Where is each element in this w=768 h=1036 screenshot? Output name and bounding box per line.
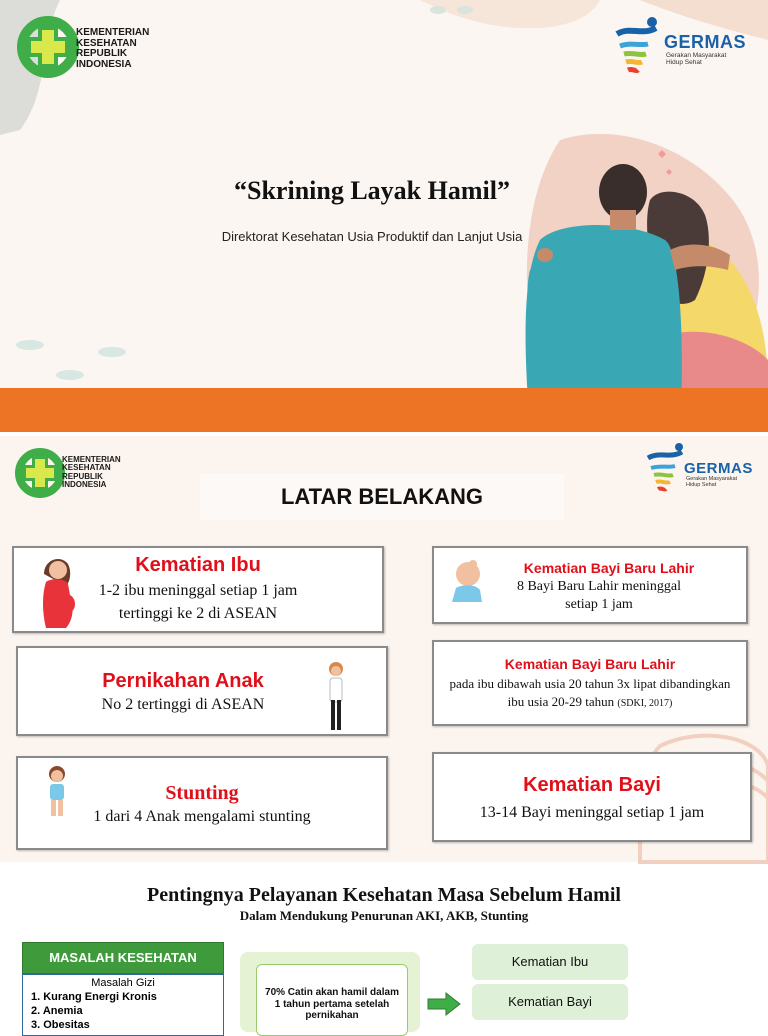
kemenkes-line: INDONESIA: [62, 480, 107, 490]
cover-subtitle: Direktorat Kesehatan Usia Produktif dan Lanjut Usia: [221, 229, 523, 244]
germas-sub-line: Hidup Sehat: [686, 482, 717, 489]
card-line: 1-2 ibu meninggal setiap 1 jam: [98, 582, 298, 599]
card-title: Kematian Bayi Baru Lahir: [523, 560, 695, 576]
kemenkes-line: INDONESIA: [76, 58, 132, 70]
card-line: No 2 tertinggi di ASEAN: [101, 696, 265, 713]
germas-logo: [644, 442, 756, 498]
orange-footer-bar: [0, 388, 768, 432]
masalah-item: 1. Kurang Energi Kronis: [31, 991, 157, 1003]
section-heading: LATAR BELAKANG: [200, 474, 564, 520]
card-kematian-ibu: [12, 546, 384, 633]
kemenkes-line: KEMENTERIAN: [76, 27, 150, 38]
outcome-kematian-bayi: Kematian Bayi: [472, 984, 628, 1020]
card-line: 13-14 Bayi meninggal setiap 1 jam: [479, 804, 705, 821]
kemenkes-logo: [16, 448, 128, 498]
card-line: 8 Bayi Baru Lahir meninggal: [516, 579, 682, 594]
germas-sub-line: Gerakan Masyarakat: [686, 476, 738, 482]
arrow-right-icon: [426, 992, 462, 1016]
card-pernikahan-anak: [16, 646, 388, 736]
masalah-item: 2. Anemia: [31, 1005, 83, 1017]
card-line-text: ibu usia 20-29 tahun: [507, 694, 615, 709]
masalah-item: 3. Obesitas: [31, 1019, 90, 1031]
card-stunting: [16, 756, 388, 850]
germas-sub-line: Gerakan Masyarakat: [666, 52, 727, 59]
teen-girl-icon: [324, 660, 348, 738]
kemenkes-line: REPUBLIK: [76, 48, 128, 59]
germas-sub-line: Hidup Sehat: [666, 59, 702, 67]
germas-wordmark: GERMAS: [664, 32, 747, 52]
card-line: pada ibu dibawah usia 20 tahun 3x lipat dibandingkan: [449, 676, 731, 691]
kemenkes-logo: [18, 16, 158, 78]
card-kematian-bayi: [432, 752, 752, 842]
kemenkes-emblem-icon: [18, 16, 78, 78]
catin-text: 70% Catin akan hamil dalam 1 tahun pertama setelah pernikahan: [265, 987, 399, 1021]
card-line: 1 dari 4 Anak mengalami stunting: [93, 808, 311, 825]
masalah-gizi-label: Masalah Gizi: [91, 977, 155, 989]
slide-title: Pentingnya Pelayanan Kesehatan Masa Sebelum Hamil: [147, 884, 621, 906]
catin-box: [240, 952, 420, 1032]
kemenkes-line: KESEHATAN: [76, 37, 137, 49]
kemenkes-line: KEMENTERIAN: [62, 455, 121, 464]
card-line: [434, 694, 746, 710]
catin-inner: [256, 964, 408, 1036]
card-title: Kematian Bayi Baru Lahir: [504, 656, 676, 672]
germas-figure-icon: [644, 442, 688, 496]
cover-slide: [0, 0, 768, 432]
importance-slide: [0, 866, 768, 1031]
germas-logo: [612, 16, 752, 78]
card-title: Pernikahan Anak: [102, 670, 264, 692]
kemenkes-line: KESEHATAN: [62, 463, 111, 473]
card-line: setiap 1 jam: [565, 597, 633, 612]
card-source: (SDKI, 2017): [617, 698, 673, 709]
slide-subtitle: Dalam Mendukung Penurunan AKI, AKB, Stunting: [239, 908, 529, 923]
cover-title: “Skrining Layak Hamil”: [234, 176, 510, 205]
card-line: tertinggi ke 2 di ASEAN: [118, 605, 278, 622]
masalah-list: [22, 974, 224, 1036]
masalah-header: MASALAH KESEHATAN: [22, 942, 224, 974]
kemenkes-line: REPUBLIK: [62, 471, 103, 481]
germas-figure-icon: [612, 16, 662, 78]
card-title: Kematian Ibu: [135, 554, 261, 576]
germas-wordmark: GERMAS: [684, 460, 753, 477]
outcome-kematian-ibu: Kematian Ibu: [472, 944, 628, 980]
background-slide: [0, 436, 768, 862]
card-kematian-bayi-baru-lahir-2: [432, 640, 748, 726]
card-title: Stunting: [165, 782, 239, 804]
card-title: Kematian Bayi: [523, 774, 661, 796]
kemenkes-emblem-icon: [16, 448, 64, 498]
card-kematian-bayi-baru-lahir-1: [432, 546, 748, 624]
